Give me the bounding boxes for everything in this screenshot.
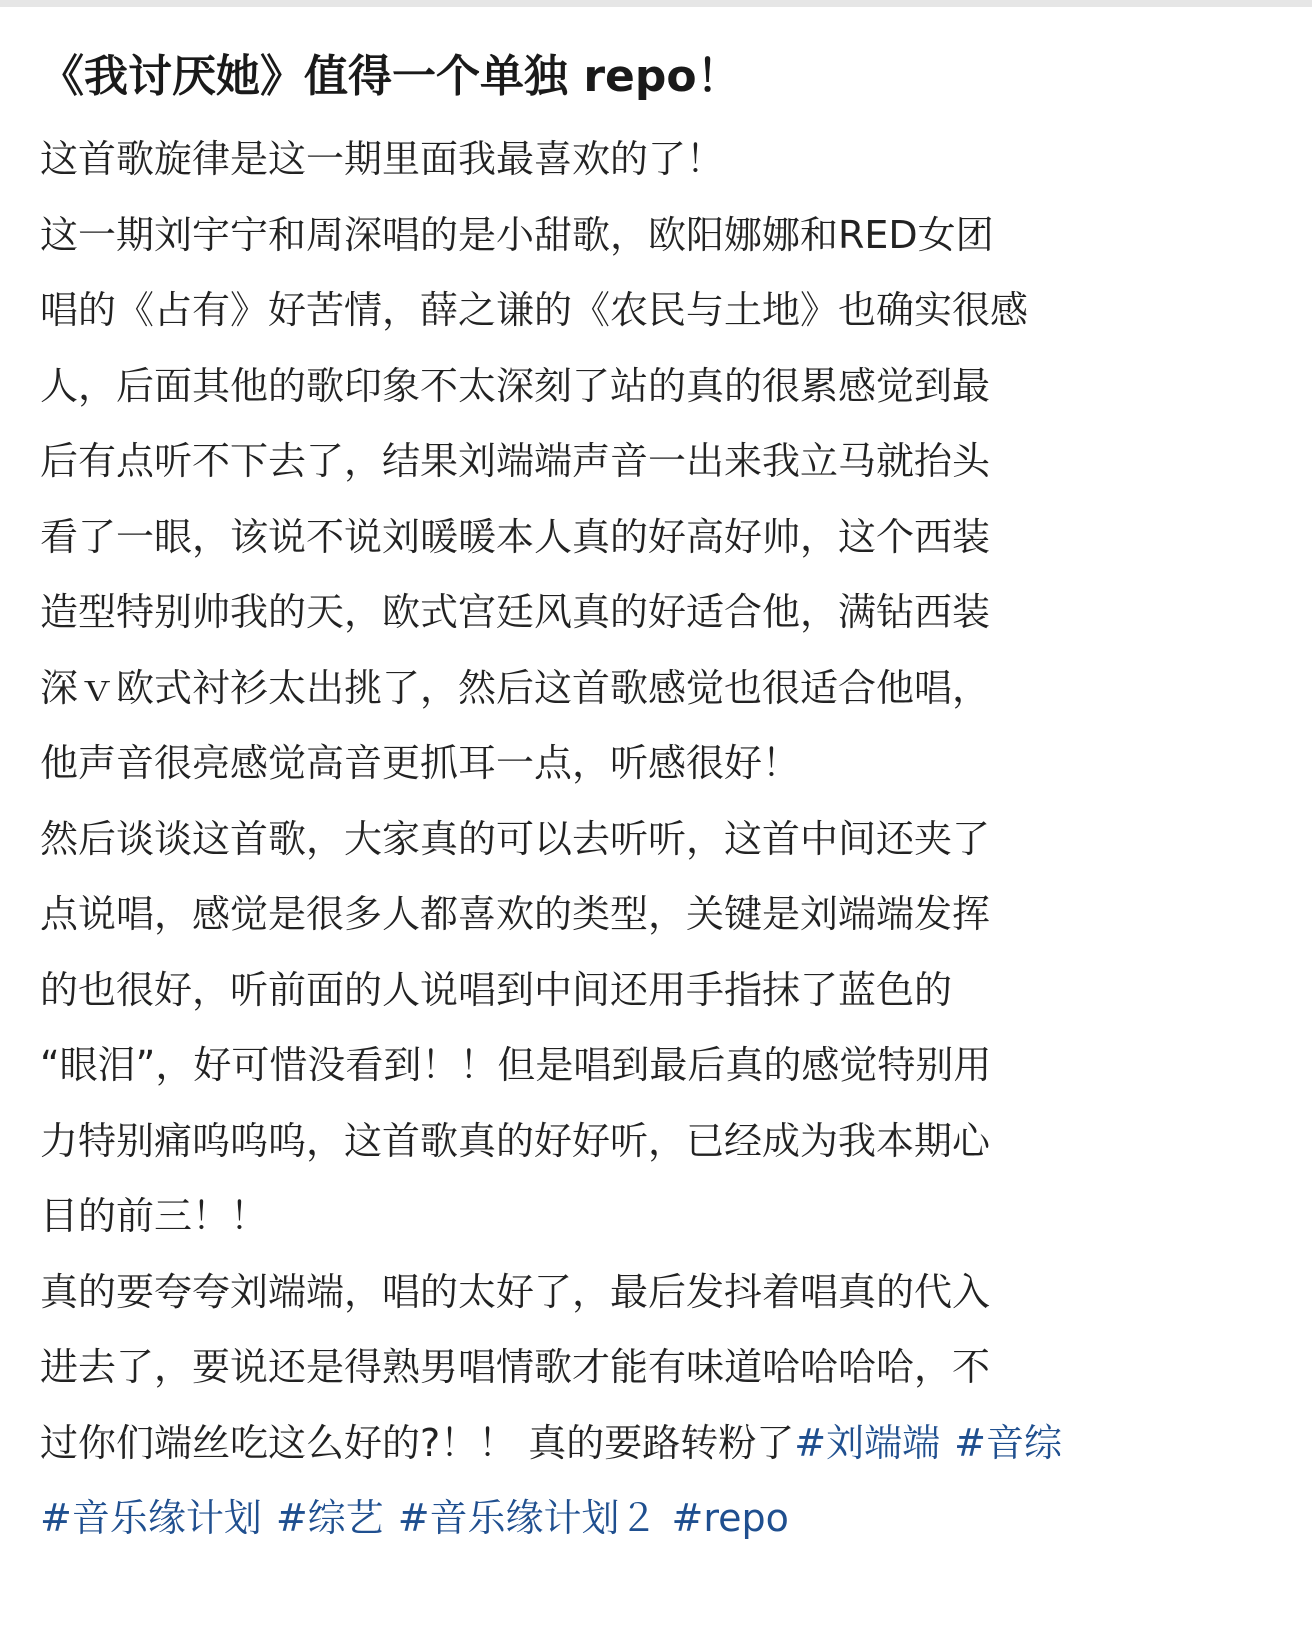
hashtag-row: [40, 1481, 1280, 1557]
hashtag-liu-duanduan[interactable]: #刘端端: [794, 1420, 941, 1465]
post-line-with-hashtags: [40, 1406, 1280, 1482]
top-divider-strip: [0, 0, 1312, 7]
post-line: 看了一眼，该说不说刘暖暖本人真的好高好帅，这个西装: [40, 514, 991, 559]
post-line: “眼泪”，好可惜没看到！！但是唱到最后真的感觉特别用: [40, 1043, 992, 1087]
post-line-text: 过你们端丝吃这么好的?！！ 真的要路转粉了: [40, 1420, 795, 1465]
post-line: 这首歌旋律是这一期里面我最喜欢的了！: [40, 137, 725, 181]
post-line: 这一期刘宇宁和周深唱的是小甜歌，欧阳娜娜和RED女团: [40, 212, 994, 257]
post-line: 深ｖ欧式衬衫太出挑了，然后这首歌感觉也很适合他唱，: [40, 665, 991, 710]
post-line: 的也很好，听前面的人说唱到中间还用手指抹了蓝色的: [40, 967, 953, 1012]
post-line: 后有点听不下去了，结果刘端端声音一出来我立马就抬头: [40, 439, 991, 483]
hashtag-music-fate-plan[interactable]: #音乐缘计划: [40, 1496, 262, 1540]
post-card: [40, 44, 1280, 1557]
post-line: 然后谈谈这首歌，大家真的可以去听听，这首中间还夹了: [40, 816, 991, 861]
post-line: 唱的《占有》好苦情，薛之谦的《农民与土地》也确实很感: [40, 288, 1029, 332]
post-line: 点说唱，感觉是很多人都喜欢的类型，关键是刘端端发挥: [40, 892, 991, 936]
hashtag-music-variety[interactable]: #音综: [954, 1420, 1062, 1465]
post-line: 造型特别帅我的天，欧式宫廷风真的好适合他，满钻西装: [40, 590, 991, 634]
post-body: [40, 122, 1280, 1557]
hashtag-repo[interactable]: #repo: [671, 1496, 789, 1540]
post-line: 进去了，要说还是得熟男唱情歌才能有味道哈哈哈哈，不: [40, 1345, 991, 1389]
post-line: 人，后面其他的歌印象不太深刻了站的真的很累感觉到最: [40, 363, 991, 408]
post-title: 《我讨厌她》值得一个单独 repo！: [40, 51, 741, 102]
post-line: 目的前三！！: [40, 1194, 269, 1238]
post-line: 他声音很亮感觉高音更抓耳一点，听感很好！: [40, 741, 801, 785]
post-line: 力特别痛呜呜呜，这首歌真的好好听，已经成为我本期心: [40, 1118, 991, 1163]
hashtag-variety[interactable]: #综艺: [275, 1496, 384, 1540]
post-line: 真的要夸夸刘端端，唱的太好了，最后发抖着唱真的代入: [40, 1269, 991, 1314]
hashtag-music-fate-plan-2[interactable]: #音乐缘计划２: [397, 1496, 658, 1540]
